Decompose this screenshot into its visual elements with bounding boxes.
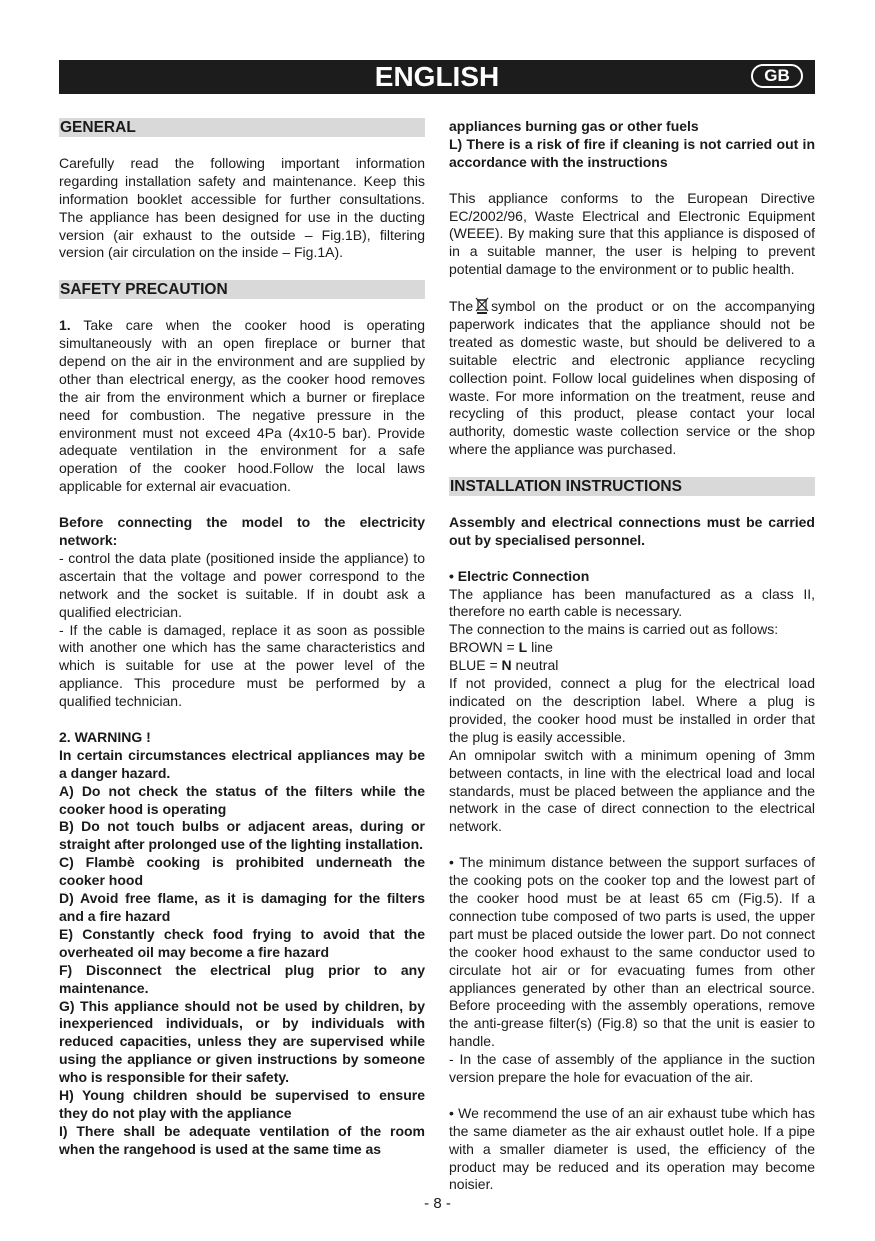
symbol-prefix: The xyxy=(449,298,474,315)
weee-symbol-paragraph xyxy=(449,297,815,459)
blue-line xyxy=(449,657,815,675)
warning-heading: 2. WARNING ! xyxy=(59,728,151,745)
brown-letter: L xyxy=(518,639,528,656)
brown-line xyxy=(449,639,815,657)
blue-label: BLUE = xyxy=(449,657,502,674)
warning-b: B) Do not touch bulbs or adjacent areas, during or straight after prolonged use of the lighting installation. xyxy=(59,818,425,853)
assembly-note: Assembly and electrical connections must be carried out by specialised personnel. xyxy=(449,513,815,548)
installation-heading: INSTALLATION INSTRUCTIONS xyxy=(449,477,815,496)
warning-e: E) Constantly check food frying to avoid that the overheated oil may become a fire hazard xyxy=(59,925,425,960)
weee-text: This appliance conforms to the European Directive EC/2002/96, Waste Electrical and Electronic Equipment (WEEE). By making sure that this appliance is disposed of in a suitable manner, the user is helping to prevent potential damage to the environment or to public health. xyxy=(449,189,815,278)
suction-text: - In the case of assembly of the appliance in the suction version prepare the hole for evacuation of the air. xyxy=(449,1051,815,1086)
point-1-number: 1. xyxy=(59,317,71,334)
warning-l: L) There is a risk of fire if cleaning is not carried out in accordance with the instructions xyxy=(449,135,815,170)
brown-desc: line xyxy=(527,639,553,656)
right-column xyxy=(449,118,815,1194)
warning-d: D) Avoid free flame, as it is damaging for the filters and a fire hazard xyxy=(59,890,425,924)
warning-intro: In certain circumstances electrical appliances may be a danger hazard. xyxy=(59,746,425,781)
brown-label: BROWN = xyxy=(449,639,519,656)
language-header-bar xyxy=(59,60,815,94)
blue-desc: neutral xyxy=(511,657,559,674)
switch-text: An omnipolar switch with a minimum opening of 3mm between contacts, in line with the electrical load and local standards, must be placed between the appliance and the network in the case of direct connection to the electrical network. xyxy=(449,746,815,835)
before-connecting-item-1: - control the data plate (positioned inside the appliance) to ascertain that the voltage and power correspond to the network and the socket is suitable. If in doubt ask a qualified electrician. xyxy=(59,549,425,620)
general-text: Carefully read the following important information regarding installation safety and maintenance. Keep this information booklet accessible for further consultations. The appliance has been designed for use in the ducting version (air exhaust to the outside – Fig.1B), filtering version (air circulation on the inside – Fig.1A). xyxy=(59,154,425,261)
left-column xyxy=(59,118,425,1159)
language-title: ENGLISH xyxy=(374,61,500,92)
warning-i: I) There shall be adequate ventilation of the room when the rangehood is used at the same time as xyxy=(59,1122,425,1157)
blue-letter: N xyxy=(501,657,512,674)
warning-c: C) Flambè cooking is prohibited underneath the cooker hood xyxy=(59,854,425,889)
electric-connection-heading: • Electric Connection xyxy=(449,567,590,584)
distance-text: • The minimum distance between the support surfaces of the cooking pots on the cooker top and the lowest part of the cooker hood must be at least 65 cm (Fig.5). If a connection tube composed of two parts is used, the upper part must be placed outside the lower part. Do not connect the cooker hood exhaust to the same conductor used to circulate hot air or for evacuating fumes from other appliances generated by other than an electrical source. Before proceeding with the assembly operations, remove the anti-grease filter(s) (Fig.8) so that the unit is easier to handle. xyxy=(449,854,815,1050)
tube-text: • We recommend the use of an air exhaust tube which has the same diameter as the air exhaust outlet hole. If a pipe with a smaller diameter is used, the efficiency of the product may be reduced and its operation may become noisier. xyxy=(449,1104,815,1193)
page-number: - 8 - xyxy=(424,1195,451,1212)
symbol-text: symbol on the product or on the accompanying paperwork indicates that the appliance should not be treated as domestic waste, but should be delivered to a suitable electric and electronic appliance recycling collection point. Follow local guidelines when disposing of waste. For more information on the treatment, reuse and recycling of this product, please contact your local authority, domestic waste collection service or the shop where the appliance was purchased. xyxy=(449,298,815,458)
warning-g: G) This appliance should not be used by children, by inexperienced individuals, or by individuals with reduced capacities, unless they are supervised while using the appliance or given instructions by someone who is responsible for their safety. xyxy=(59,997,425,1086)
crossed-bin-icon xyxy=(475,297,489,314)
warning-h: H) Young children should be supervised to ensure they do not play with the appliance xyxy=(59,1087,425,1121)
warning-f: F) Disconnect the electrical plug prior to any maintenance. xyxy=(59,961,425,996)
before-connecting-heading: Before connecting the model to the electricity network: xyxy=(59,514,425,548)
general-heading: GENERAL xyxy=(59,118,425,137)
country-badge: GB xyxy=(751,64,803,88)
warning-a: A) Do not check the status of the filters while the cooker hood is operating xyxy=(59,782,425,817)
plug-text: If not provided, connect a plug for the electrical load indicated on the description label. Where a plug is provided, the cooker hood must be installed in order that the plug is easily accessible. xyxy=(449,675,815,745)
before-connecting-item-2: - If the cable is damaged, replace it as soon as possible with another one which has the same characteristics and which is suitable for use at the power level of the appliance. This procedure must be performed by a qualified technician. xyxy=(59,621,425,710)
safety-heading: SAFETY PRECAUTION xyxy=(59,280,425,299)
class-ii-text: The appliance has been manufactured as a class II, therefore no earth cable is necessary. xyxy=(449,585,815,620)
safety-point-1 xyxy=(59,317,425,496)
mains-text: The connection to the mains is carried out as follows: xyxy=(449,621,779,638)
point-1-text: Take care when the cooker hood is operating simultaneously with an open fireplace or burner that depend on the air in the environment and are supplied by other than electrical energy, as the cooker hood removes the air from the environment which a burner or fireplace need for combustion. The negative pressure in the environment must not exceed 4Pa (4x10-5 bar). Provide adequate ventilation in the environment for a safe operation of the cooker hood.Follow the local laws applicable for external air evacuation. xyxy=(59,317,425,495)
warning-i-continued: appliances burning gas or other fuels xyxy=(449,118,699,134)
